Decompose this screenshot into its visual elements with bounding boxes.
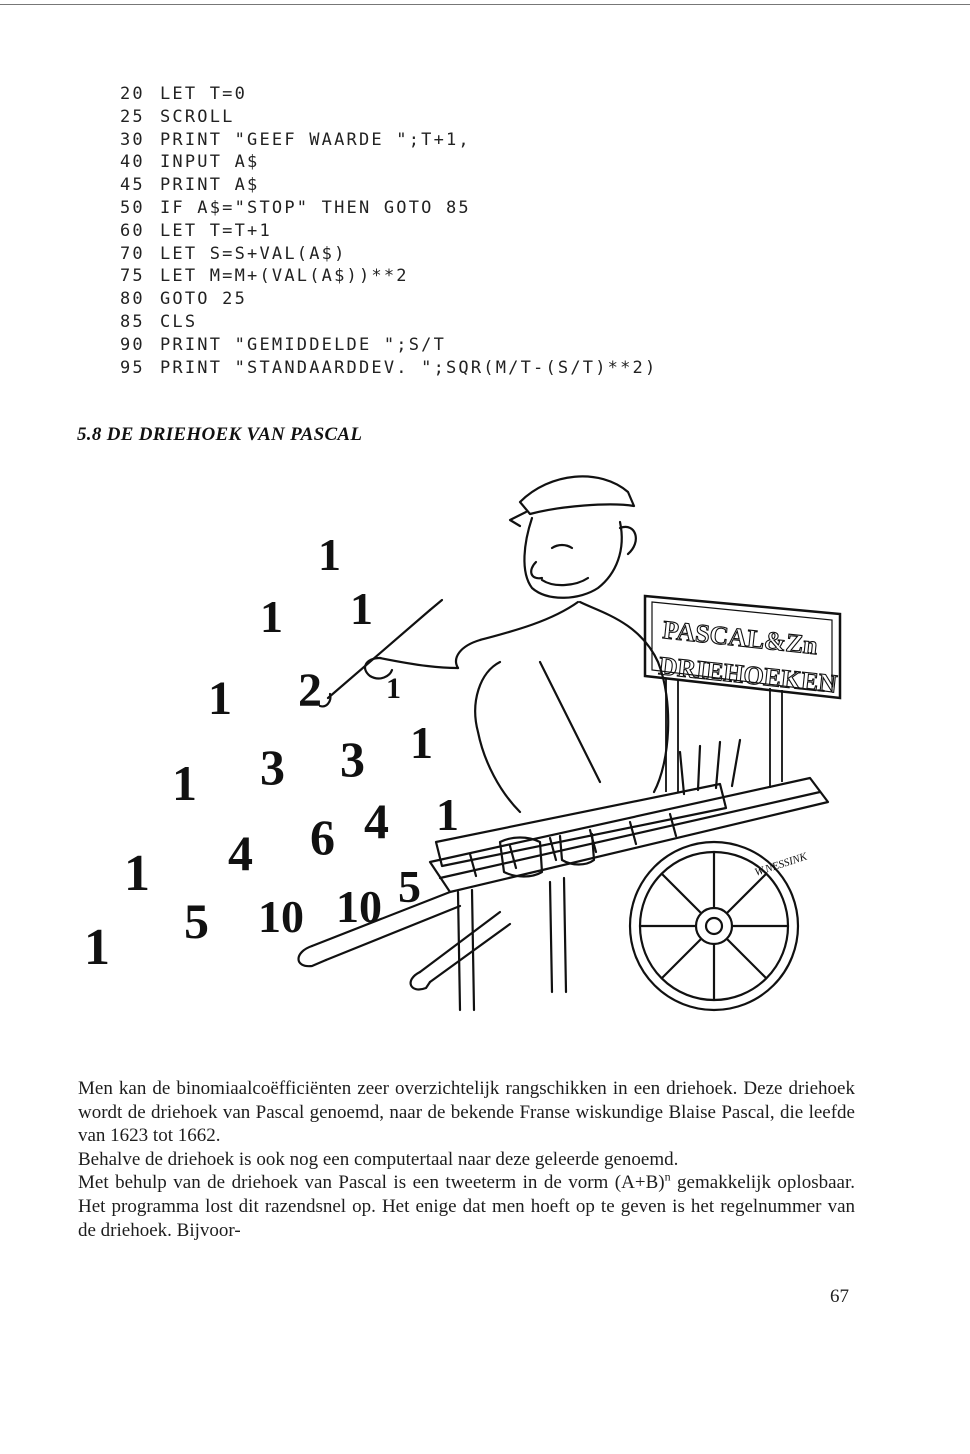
code-line: 20 LET T=0 (120, 84, 248, 104)
sign-line-2: DRIEHOEKEN (657, 651, 839, 699)
code-line: 30 PRINT "GEEF WAARDE ";T+1, (120, 129, 471, 150)
triangle-number: 5 (184, 893, 209, 949)
code-line: 85 CLS (120, 311, 198, 332)
triangle-number: 1 (436, 789, 459, 840)
code-line: 40 INPUT A$ (120, 152, 260, 173)
triangle-number: 1 (208, 672, 232, 725)
triangle-number: 3 (260, 739, 285, 795)
triangle-number: 1 (124, 845, 150, 902)
triangle-number: 1 (386, 672, 401, 705)
code-line: 95 PRINT "STANDAARDDEV. ";SQR(M/T-(S/T)**2) (120, 357, 658, 378)
sign-line-1: PASCAL&Zn (661, 615, 820, 661)
triangle-number: 10 (258, 891, 304, 942)
code-line: 25 SCROLL (120, 106, 235, 127)
code-line: 45 PRINT A$ (120, 175, 260, 196)
triangle-number: 1 (350, 583, 373, 634)
code-line: 50 IF A$="STOP" THEN GOTO 85 (120, 197, 471, 218)
page-number: 67 (830, 1286, 849, 1307)
triangle-number: 1 (410, 717, 433, 768)
triangle-number: 1 (318, 529, 341, 580)
triangle-number: 5 (398, 861, 421, 912)
pascal-triangle-numbers (84, 529, 459, 976)
triangle-number: 4 (228, 825, 253, 881)
paragraph: Behalve de driehoek is ook nog een computertaal naar deze geleerde genoemd. (78, 1148, 679, 1170)
paragraph: Men kan de binomiaalcoëfficiënten zeer overzichtelijk rangschikken in een driehoek. Deze driehoek wordt de driehoek van Pascal genoemd, naar de bekende Franse wiskundige Blaise Pascal, die leefde van 1623 tot 1662. (78, 1078, 855, 1147)
triangle-number: 2 (298, 664, 322, 717)
triangle-number: 1 (260, 591, 283, 642)
paragraph: Met behulp van de driehoek van Pascal is een tweeterm in de vorm $(A+B)^n$ gemakkelijk oplosbaar. Het programma lost dit razendsnel op. Het enige dat men hoeft op te geven is het regelnummer van de driehoek. Bijvoor- (78, 1170, 856, 1241)
artist-signature: W.NESSINK (753, 850, 809, 879)
basic-program-listing (120, 83, 657, 379)
hand-cart (299, 740, 829, 1010)
section-heading: 5.8 DE DRIEHOEK VAN PASCAL (77, 424, 363, 445)
code-line: 90 PRINT "GEMIDDELDE ";S/T (120, 334, 447, 355)
pascal-cart-illustration (80, 462, 860, 1054)
top-rule (0, 4, 970, 5)
painter-figure (320, 476, 668, 812)
code-line: 70 LET S=S+VAL(A$) (120, 243, 347, 264)
code-line: 80 GOTO 25 (120, 289, 248, 310)
triangle-number: 10 (336, 881, 382, 932)
code-line: 60 LET T=T+1 (120, 220, 272, 241)
triangle-number: 4 (364, 793, 389, 849)
code-line: 75 LET M=M+(VAL(A$))**2 (120, 266, 409, 287)
triangle-number: 1 (84, 919, 110, 976)
triangle-number: 1 (172, 755, 197, 811)
triangle-number: 3 (340, 731, 365, 787)
triangle-number: 6 (310, 809, 335, 865)
shop-sign (645, 596, 840, 792)
body-text (78, 1077, 855, 1242)
